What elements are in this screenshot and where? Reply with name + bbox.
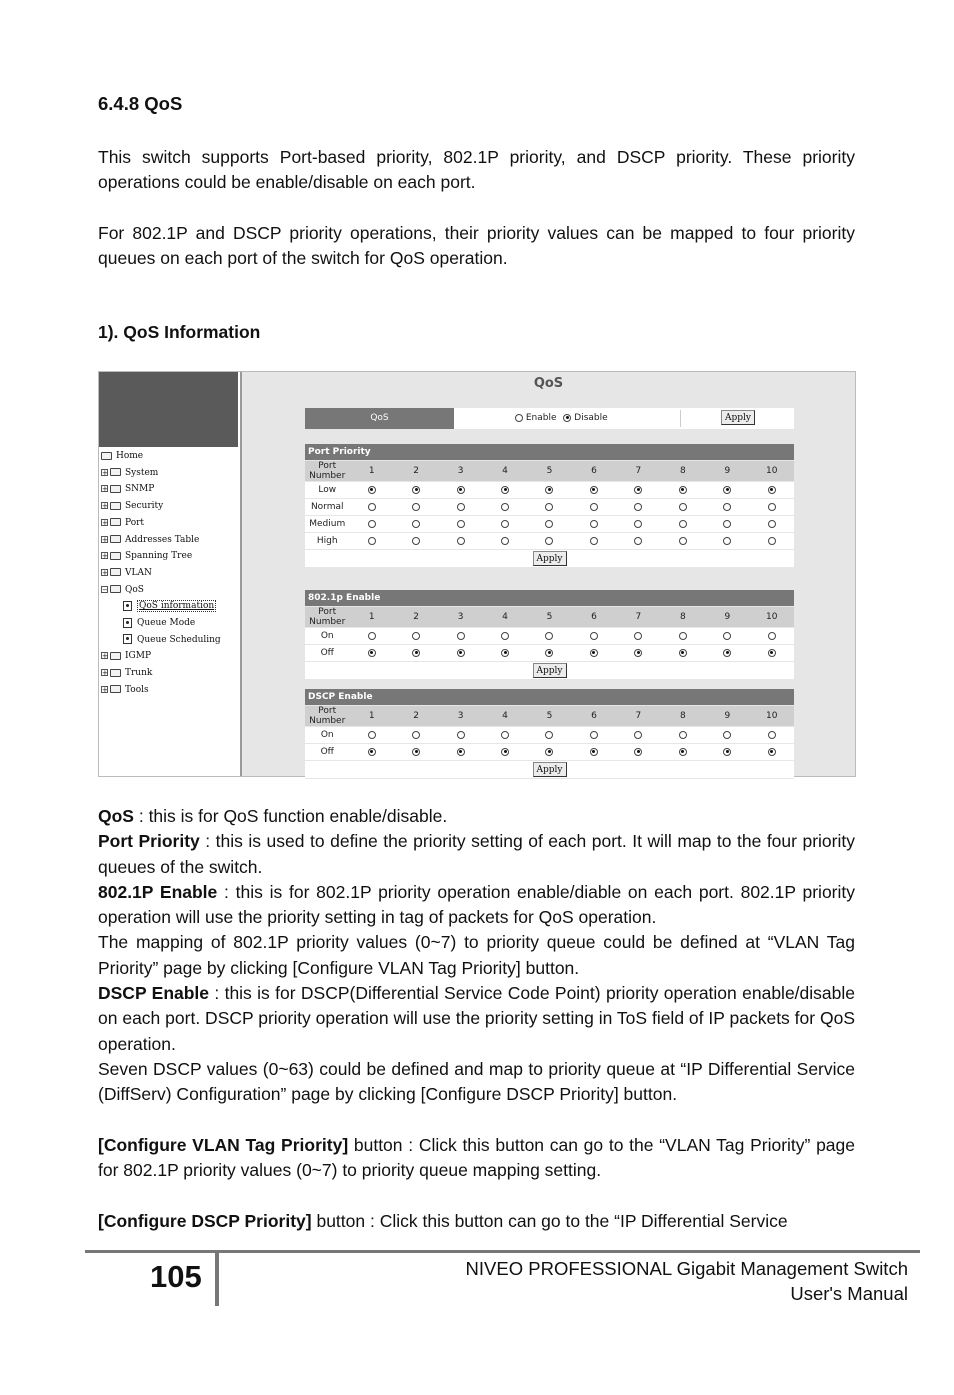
qos-disable-radio[interactable] — [563, 414, 571, 422]
tree-item[interactable] — [123, 633, 221, 647]
desc-qos — [98, 804, 855, 829]
port-priority-radio[interactable] — [590, 520, 598, 528]
footer-divider — [215, 1253, 219, 1306]
port-number: 10 — [750, 461, 794, 482]
dot1p-radio[interactable] — [501, 649, 509, 657]
sidebar-banner — [99, 372, 238, 447]
port-number: 8 — [661, 461, 705, 482]
dot1p-radio[interactable] — [590, 632, 598, 640]
dscp-radio[interactable] — [590, 748, 598, 756]
port-number: 3 — [438, 461, 482, 482]
tree-item[interactable] — [101, 516, 144, 530]
folder-icon — [110, 518, 121, 526]
tree-item[interactable] — [101, 583, 144, 597]
folder-icon — [110, 485, 121, 493]
port-number: 7 — [616, 607, 660, 628]
tree-item-label: QoS — [125, 584, 144, 595]
section-title: 6.4.8 QoS — [98, 93, 183, 114]
dot1p-row-label: Off — [305, 645, 349, 662]
spacer — [98, 1108, 855, 1133]
expand-icon[interactable]: + — [102, 485, 108, 494]
port-priority-radio[interactable] — [723, 503, 731, 511]
page-number: 105 — [150, 1259, 202, 1294]
port-priority-radio[interactable] — [545, 537, 553, 545]
dscp-radio[interactable] — [501, 731, 509, 739]
expand-icon[interactable]: + — [102, 535, 108, 544]
dot1p-radio[interactable] — [501, 632, 509, 640]
port-priority-radio[interactable] — [368, 503, 376, 511]
dscp-row-label: On — [305, 727, 349, 744]
dot1p-radio[interactable] — [545, 649, 553, 657]
folder-icon — [110, 685, 121, 693]
qos-label: QoS — [305, 408, 454, 429]
port-number: 4 — [483, 461, 527, 482]
tree-item[interactable] — [101, 683, 149, 697]
folder-icon — [110, 652, 121, 660]
dscp-radio[interactable] — [768, 748, 776, 756]
tree-item-label: SNMP — [125, 484, 155, 495]
port-priority-row-label: High — [305, 533, 349, 550]
term-dscp: DSCP Enable — [98, 983, 210, 1004]
folder-icon — [110, 502, 121, 510]
dscp-radio[interactable] — [723, 731, 731, 739]
folder-icon — [110, 552, 121, 560]
port-priority-radio[interactable] — [457, 537, 465, 545]
dscp-row-label: Off — [305, 744, 349, 761]
dot1p-header: 802.1p Enable — [305, 590, 794, 607]
spacer — [98, 1183, 855, 1208]
port-priority-radio[interactable] — [590, 486, 598, 494]
tree-item-label: QoS information — [139, 601, 215, 612]
port-priority-radio[interactable] — [545, 486, 553, 494]
port-number: 3 — [438, 607, 482, 628]
subsection-title: 1). QoS Information — [98, 322, 261, 342]
desc-port-priority — [98, 829, 855, 880]
dot1p-enable-table — [305, 590, 794, 680]
port-number: 9 — [705, 607, 749, 628]
desc-qos-text: : this is for QoS function enable/disable. — [133, 806, 448, 826]
page-icon — [123, 634, 132, 644]
expand-icon[interactable]: + — [102, 568, 108, 577]
expand-icon[interactable]: + — [102, 652, 108, 661]
port-number: 1 — [349, 461, 393, 482]
dscp-radio[interactable] — [679, 748, 687, 756]
folder-icon — [110, 535, 121, 543]
tree-item[interactable] — [101, 533, 199, 547]
tree-item[interactable] — [101, 649, 151, 663]
port-priority-radio[interactable] — [590, 503, 598, 511]
dscp-radio[interactable] — [590, 731, 598, 739]
divider — [680, 410, 681, 427]
port-priority-radio[interactable] — [679, 537, 687, 545]
port-number: 10 — [750, 607, 794, 628]
dscp-radio[interactable] — [457, 748, 465, 756]
dot1p-radio[interactable] — [457, 649, 465, 657]
dscp-enable-table — [305, 689, 794, 779]
dscp-radio[interactable] — [545, 731, 553, 739]
qos-enable-label: Enable — [525, 413, 557, 423]
dot1p-radio[interactable] — [412, 632, 420, 640]
port-priority-radio[interactable] — [545, 503, 553, 511]
port-priority-radio[interactable] — [679, 520, 687, 528]
port-priority-header: Port Priority — [305, 444, 794, 461]
port-priority-radio[interactable] — [368, 537, 376, 545]
tree-item[interactable] — [101, 666, 152, 680]
expand-icon[interactable]: + — [102, 518, 108, 527]
port-priority-radio[interactable] — [679, 503, 687, 511]
port-priority-radio[interactable] — [501, 486, 509, 494]
folder-icon — [110, 568, 121, 576]
port-number: 5 — [527, 461, 571, 482]
dscp-header: DSCP Enable — [305, 689, 794, 706]
desc-vlan-button-text: button : Click this button can go to the “VLAN Tag Priority” page for 802.1P priority values (0~7) to priority queue mapping setting. — [98, 1134, 856, 1181]
port-priority-table — [305, 444, 794, 568]
dscp-apply-button[interactable]: Apply — [533, 762, 567, 777]
tree-item-label: Queue Scheduling — [137, 634, 221, 645]
tree-item-label: IGMP — [125, 651, 152, 662]
port-number: 9 — [705, 706, 749, 727]
qos-disable-label: Disable — [574, 413, 608, 423]
page-icon — [123, 618, 132, 628]
tree-item-label: Trunk — [125, 668, 153, 679]
qos-options — [515, 408, 608, 429]
footer-line-1: NIVEO PROFESSIONAL Gigabit Management Switch — [465, 1258, 908, 1279]
port-number: 5 — [527, 607, 571, 628]
port-priority-radio[interactable] — [501, 537, 509, 545]
port-priority-radio[interactable] — [723, 520, 731, 528]
port-priority-radio[interactable] — [545, 520, 553, 528]
dot1p-radio[interactable] — [768, 632, 776, 640]
port-number-label: Port Number — [305, 607, 349, 628]
port-priority-radio[interactable] — [634, 520, 642, 528]
port-number: 10 — [750, 706, 794, 727]
dot1p-radio[interactable] — [723, 649, 731, 657]
dscp-radio[interactable] — [634, 748, 642, 756]
tree-item-label: VLAN — [125, 567, 152, 578]
folder-open-icon — [110, 585, 121, 593]
dot1p-radio[interactable] — [368, 632, 376, 640]
desc-dscp-mapping: Seven DSCP values (0~63) could be defined and map to priority queue at “IP Differential Service (DiffServ) Configuration” page by clicking [Configure DSCP Priority] button. — [98, 1058, 855, 1105]
dot1p-radio[interactable] — [412, 649, 420, 657]
port-priority-radio[interactable] — [457, 486, 465, 494]
port-priority-radio[interactable] — [412, 520, 420, 528]
intro-paragraph-1: This switch supports Port-based priority, 802.1P priority, and DSCP priority. These priority operations could be enable/disable on each port. — [98, 147, 855, 193]
dot1p-radio[interactable] — [679, 649, 687, 657]
port-priority-radio[interactable] — [634, 486, 642, 494]
port-priority-radio[interactable] — [723, 486, 731, 494]
tree-item-label: Spanning Tree — [125, 551, 193, 562]
tree-item[interactable] — [101, 499, 163, 513]
qos-enable-radio[interactable] — [515, 414, 523, 422]
screenshot-title: QoS — [533, 376, 564, 391]
footer-text — [466, 1256, 908, 1306]
port-number: 5 — [527, 706, 571, 727]
dscp-radio[interactable] — [723, 748, 731, 756]
port-priority-radio[interactable] — [368, 520, 376, 528]
expand-icon[interactable]: + — [102, 502, 108, 511]
port-number: 2 — [394, 461, 438, 482]
qos-toggle-bar — [305, 408, 794, 429]
port-priority-radio[interactable] — [501, 503, 509, 511]
port-number: 1 — [349, 607, 393, 628]
expand-icon[interactable]: + — [102, 669, 108, 678]
tree-item[interactable] — [101, 466, 158, 480]
port-number: 3 — [438, 706, 482, 727]
tree-item-label: Tools — [125, 684, 149, 695]
dot1p-radio[interactable] — [634, 632, 642, 640]
desc-vlan-button — [98, 1133, 855, 1184]
port-priority-radio[interactable] — [768, 503, 776, 511]
desc-dscp-button — [98, 1209, 855, 1234]
desc-dscp — [98, 981, 855, 1057]
expand-icon[interactable]: + — [102, 468, 108, 477]
dscp-radio[interactable] — [457, 731, 465, 739]
port-priority-radio[interactable] — [768, 520, 776, 528]
expand-icon[interactable]: + — [102, 685, 108, 694]
sidebar — [99, 372, 242, 776]
dscp-radio[interactable] — [768, 731, 776, 739]
port-number: 9 — [705, 461, 749, 482]
tree-item[interactable] — [101, 482, 154, 496]
port-priority-row-label: Medium — [305, 516, 349, 533]
port-number: 8 — [661, 607, 705, 628]
term-vlan-button: [Configure VLAN Tag Priority] — [98, 1134, 349, 1155]
dscp-radio[interactable] — [368, 731, 376, 739]
dot1p-radio[interactable] — [457, 632, 465, 640]
dot1p-apply-button[interactable]: Apply — [533, 663, 567, 678]
tree-item[interactable] — [101, 449, 143, 463]
port-priority-radio[interactable] — [768, 486, 776, 494]
tree-item-label: Addresses Table — [125, 534, 200, 545]
expand-icon[interactable]: + — [102, 552, 108, 561]
port-priority-radio[interactable] — [412, 503, 420, 511]
dot1p-radio[interactable] — [634, 649, 642, 657]
tree-item[interactable] — [123, 599, 216, 613]
port-priority-radio[interactable] — [412, 537, 420, 545]
desc-dscp-text: : this is for DSCP(Differential Service Code Point) priority operation enable/disable on each port. DSCP priority operation will use the priority setting in ToS field of IP packets for QoS operation. — [98, 983, 855, 1054]
tree-item-label: Queue Mode — [137, 618, 196, 628]
port-number: 7 — [616, 461, 660, 482]
term-qos: QoS — [98, 806, 134, 826]
port-priority-radio[interactable] — [457, 503, 465, 511]
port-number-label: Port Number — [305, 706, 349, 727]
folder-icon — [110, 468, 121, 476]
port-number: 1 — [349, 706, 393, 727]
dot1p-row-label: On — [305, 628, 349, 645]
port-priority-radio[interactable] — [679, 486, 687, 494]
port-priority-row-label: Low — [305, 482, 349, 499]
dscp-radio[interactable] — [501, 748, 509, 756]
dot1p-radio[interactable] — [368, 649, 376, 657]
port-priority-radio[interactable] — [501, 520, 509, 528]
port-number-label: Port Number — [305, 461, 349, 482]
port-priority-radio[interactable] — [412, 486, 420, 494]
term-dscp-button: [Configure DSCP Priority] — [98, 1210, 312, 1231]
tree-item[interactable] — [101, 566, 152, 580]
folder-icon — [101, 452, 112, 460]
port-priority-apply-button[interactable]: Apply — [533, 551, 567, 566]
tree-item-label: Port — [125, 517, 145, 528]
dscp-radio[interactable] — [412, 748, 420, 756]
port-number: 8 — [661, 706, 705, 727]
port-number: 2 — [394, 706, 438, 727]
tree-item[interactable] — [101, 549, 192, 563]
port-number: 4 — [483, 607, 527, 628]
term-port-priority: Port Priority — [98, 831, 200, 852]
desc-dot1p-text: : this is for 802.1P priority operation enable/diable on each port. 802.1P priority operation will use the priority setting in tag of packets for QoS operation. — [98, 881, 856, 928]
port-priority-radio[interactable] — [723, 537, 731, 545]
port-number: 6 — [572, 461, 616, 482]
port-number: 7 — [616, 706, 660, 727]
dot1p-radio[interactable] — [679, 632, 687, 640]
desc-port-priority-text: : this is used to define the priority setting of each port. It will map to the four priority queues of the switch. — [98, 831, 855, 877]
page-icon — [123, 601, 132, 611]
port-priority-radio[interactable] — [590, 537, 598, 545]
desc-dscp-button-text: button : Click this button can go to the “IP Differential Service — [311, 1210, 788, 1231]
port-priority-radio[interactable] — [768, 537, 776, 545]
desc-dot1p-mapping: The mapping of 802.1P priority values (0~7) to priority queue could be defined at “VLAN Tag Priority” page by clicking [Configure VLAN Tag Priority] button. — [98, 932, 855, 978]
dscp-radio[interactable] — [634, 731, 642, 739]
dscp-radio[interactable] — [679, 731, 687, 739]
folder-icon — [110, 669, 121, 677]
footer-rule — [85, 1250, 920, 1253]
tree-item-label: Home — [116, 451, 144, 461]
dscp-radio[interactable] — [545, 748, 553, 756]
port-number: 4 — [483, 706, 527, 727]
descriptions — [98, 804, 855, 1234]
tree-item-label: Security — [125, 501, 164, 512]
port-priority-radio[interactable] — [634, 537, 642, 545]
dot1p-radio[interactable] — [590, 649, 598, 657]
term-dot1p: 802.1P Enable — [98, 881, 218, 902]
port-priority-radio[interactable] — [457, 520, 465, 528]
intro-paragraph-2: For 802.1P and DSCP priority operations, their priority values can be mapped to four priority queues on each port of the switch for QoS operation. — [98, 223, 855, 269]
port-number: 6 — [572, 607, 616, 628]
qos-apply-button[interactable]: Apply — [721, 410, 755, 425]
collapse-icon[interactable]: − — [102, 585, 108, 594]
port-number: 6 — [572, 706, 616, 727]
port-priority-row-label: Normal — [305, 499, 349, 516]
qos-screenshot — [98, 371, 856, 777]
dot1p-radio[interactable] — [723, 632, 731, 640]
dot1p-radio[interactable] — [545, 632, 553, 640]
tree-item-label: System — [125, 467, 159, 478]
port-priority-radio[interactable] — [368, 486, 376, 494]
dot1p-radio[interactable] — [768, 649, 776, 657]
port-number: 2 — [394, 607, 438, 628]
tree-item[interactable] — [123, 616, 195, 630]
port-priority-radio[interactable] — [634, 503, 642, 511]
footer-line-2: User's Manual — [790, 1283, 908, 1304]
dscp-radio[interactable] — [412, 731, 420, 739]
desc-dot1p — [98, 880, 855, 931]
dscp-radio[interactable] — [368, 748, 376, 756]
